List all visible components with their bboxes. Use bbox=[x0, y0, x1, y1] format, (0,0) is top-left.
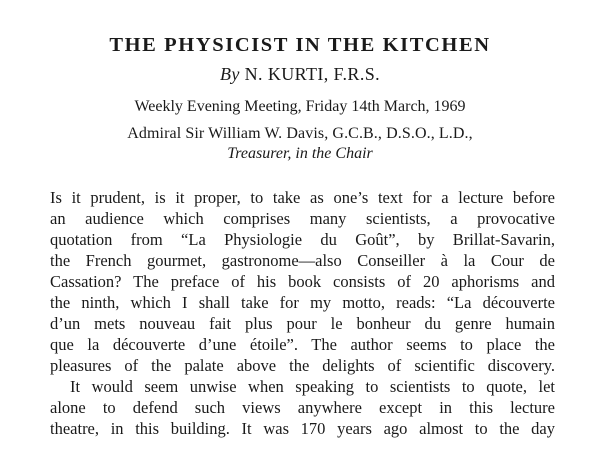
body-line-9: pleasures of the palate above the delights of scientific discovery. bbox=[50, 356, 555, 375]
lecture-title: THE PHYSICIST IN THE KITCHEN bbox=[109, 34, 491, 56]
body-line-12: theatre, in this building. It was 170 years ago almost to the day bbox=[50, 419, 555, 438]
chair-line-2: Treasurer, in the Chair bbox=[227, 145, 373, 162]
body-line-8: que la découverte d’une étoile”. The author seems to place the bbox=[50, 335, 555, 354]
body-line-5: Cassation? The preface of his book consists of 20 aphorisms and bbox=[50, 272, 555, 291]
body-line-11: alone to defend such views anywhere except in this lecture bbox=[50, 398, 555, 417]
author-name: N. KURTI, F.R.S. bbox=[239, 64, 381, 84]
body-line-4: the French gourmet, gastronome—also Conseiller à la Cour de bbox=[50, 251, 555, 270]
body-line-10: It would seem unwise when speaking to scientists to quote, let bbox=[70, 377, 555, 396]
body-line-1: Is it prudent, is it proper, to take as one’s text for a lecture before bbox=[50, 188, 555, 207]
body-line-6: the ninth, which I shall take for my motto, reads: “La découverte bbox=[50, 293, 555, 312]
meeting-line: Weekly Evening Meeting, Friday 14th March, 1969 bbox=[134, 98, 466, 115]
body-line-7: d’un mets nouveau fait plus pour le bonheur du genre humain bbox=[50, 314, 555, 333]
author-prefix: By bbox=[219, 64, 240, 84]
body-line-2: an audience which comprises many scientists, a provocative bbox=[50, 209, 555, 228]
author-line bbox=[0, 64, 600, 85]
chair-line-1: Admiral Sir William W. Davis, G.C.B., D.S.O., L.D., bbox=[127, 125, 473, 142]
body-line-3: quotation from “La Physiologie du Goût”, by Brillat-Savarin, bbox=[50, 230, 555, 249]
